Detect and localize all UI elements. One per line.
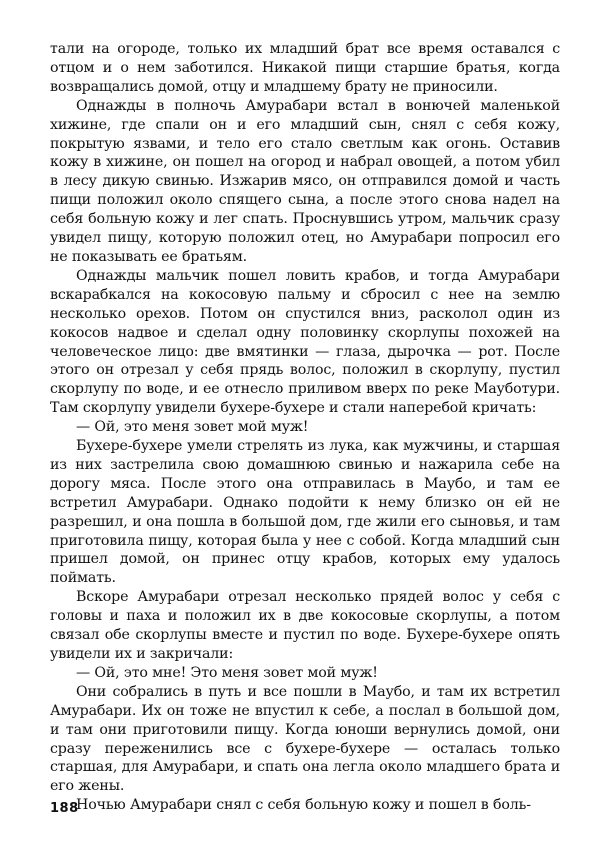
body-text xyxy=(50,40,560,815)
paragraph: Ночью Амурабари снял с себя больную кожу и пошел в боль- xyxy=(76,797,531,814)
dialogue-line: — Ой, это мне! Это меня зовет мой муж! xyxy=(76,664,378,681)
paragraph: Вскоре Амурабари отрезал несколько прядей волос у себя с головы и паха и положил их в две кокосовые скорлупы, а потом связал обе скорлупы вместе и пустил по воде. Бухере-бухере опять увидели их и закричали: xyxy=(50,589,560,662)
paragraph: Однажды в полночь Амурабари встал в вонючей маленькой хижине, где спали он и его младший сын, снял с себя кожу, покрытую язвами, и тело его стало светлым как огонь. Оставив кожу в хижине, он пошел на огород и набрал овощей, а потом убил в лесу дикую свинью. Изжарив мясо, он отправился домой и часть пищи положил около спящего сына, а после этого снова надел на себя больную кожу и лег спать. Проснувшись утром, мальчик сразу увидел пищу, которую положил отец, но Амурабари попросил его не показывать ее братьям. xyxy=(50,97,560,265)
paragraph-continuation: тали на огороде, только их младший брат все время оставался с отцом и о нем заботился. Никакой пищи старшие братья, когда возвращались домой, отцу и младшему брату не приносили. xyxy=(50,41,560,95)
page-number: 188 xyxy=(50,801,79,816)
paragraph: Однажды мальчик пошел ловить крабов, и тогда Амурабари вскарабкался на кокосовую пальму и сбросил с нее на землю несколько орехов. Потом он спустился вниз, расколол один из кокосов надвое и сделал одну половинку скорлупы похожей на человеческое лицо: две вмятинки — глаза, дырочка — рот. После этого он отрезал у себя прядь волос, положил в скорлупу, пустил скорлупу по воде, и ее отнесло приливом вверх по реке Мауботури. Там скорлупу увидели бухере-бухере и стали наперебой кричать: xyxy=(50,267,560,417)
paragraph: Они собрались в путь и все пошли в Маубо, и там их встретил Амурабари. Их он тоже не впустил к себе, а послал в большой дом, и там они приготовили пищу. Когда юноши вернулись домой, они сразу переженились все с бухере-бухере — осталась только старшая, для Амурабари, и спать она легла около младшего брата и его жены. xyxy=(50,683,560,795)
book-page xyxy=(50,40,560,830)
paragraph: Бухере-бухере умели стрелять из лука, как мужчины, и старшая из них застрелила свою домашнюю свинью и нажарила себе на дорогу мяса. После этого она отправилась в Маубо, и там ее встретил Амурабари. Однако подойти к нему близко он ей не разрешил, и она пошла в большой дом, где жили его сыновья, и там приготовила пищу, которая была у нее с собой. Когда младший сын пришел домой, он принес отцу крабов, которых ему удалось поймать. xyxy=(50,438,560,587)
dialogue-line: — Ой, это меня зовет мой муж! xyxy=(76,419,309,436)
